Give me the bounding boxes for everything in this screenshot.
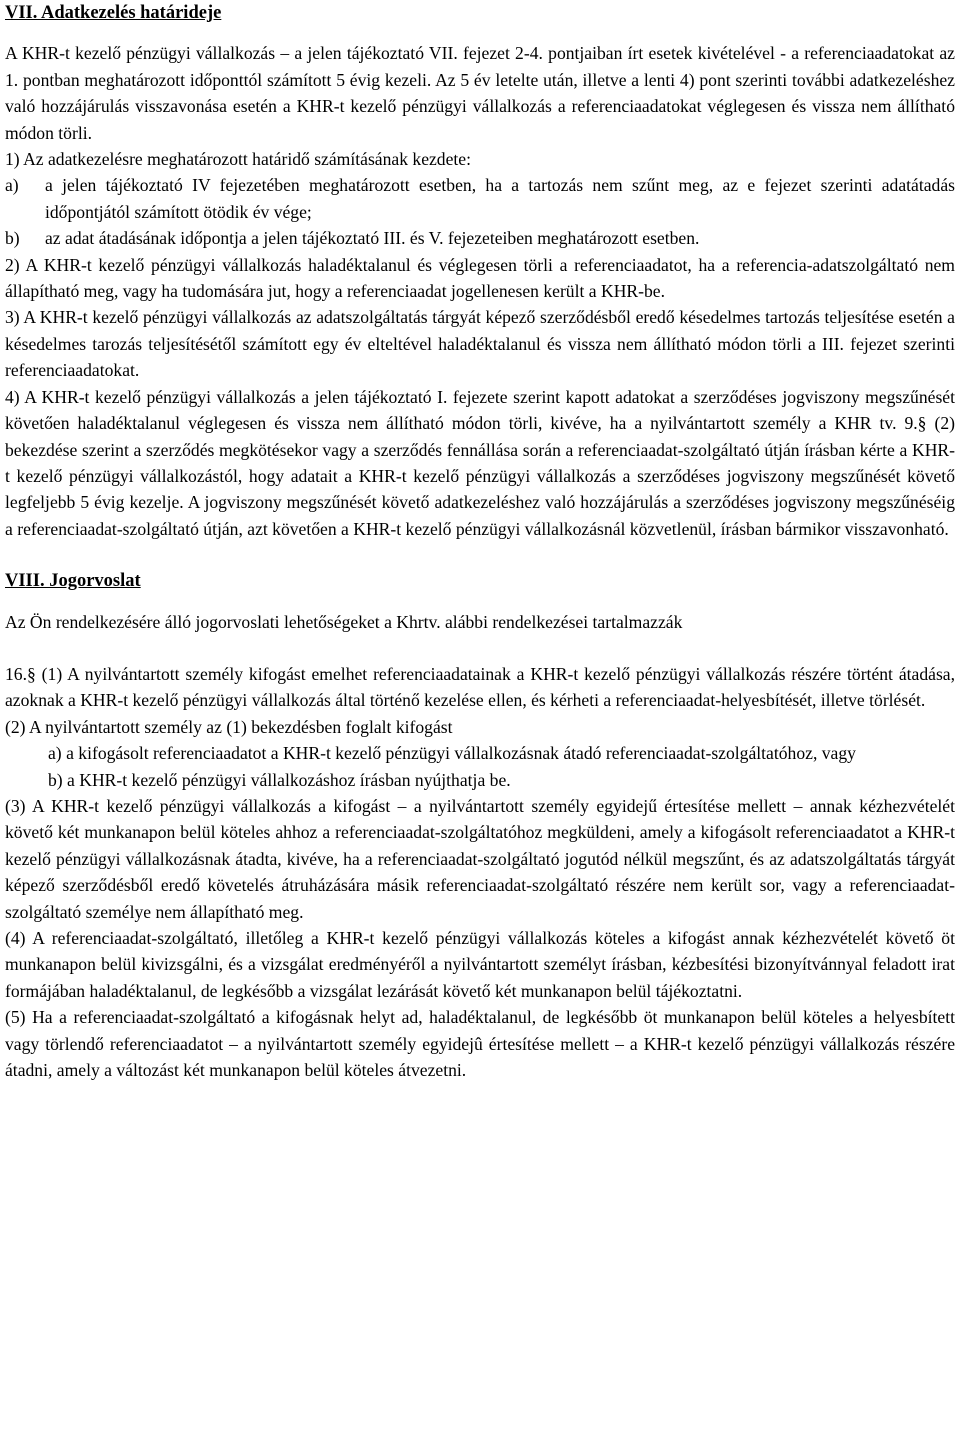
- list-item-text: az adat átadásának időpontja a jelen tájékoztató III. és V. fejezeteiben meghatározott esetben.: [45, 228, 700, 249]
- document-page: [5, 0, 955, 1083]
- section-16-paragraph-4: (4) A referenciaadat-szolgáltató, illetőleg a KHR-t kezelő pénzügyi vállalkozás köteles a kifogást annak kézhezvételét követő öt munkanapon belül kivizsgálni, és a vizsgálat eredményéről a nyilvántartott személyt írásban, kézbesítési bizonyítvánnyal feladott irat formájában haladéktalanul, de legkésőbb a vizsgálat lezárását követő két munkanapon belül tájékoztatni.: [5, 928, 955, 1001]
- section-8-intro: Az Ön rendelkezésére álló jogorvoslati lehetőségeket a Khrtv. alábbi rendelkezései tartalmazzák: [5, 611, 683, 632]
- section-7-point-4: 4) A KHR-t kezelő pénzügyi vállalkozás a jelen tájékoztató I. fejezete szerint kapott adatokat a szerződéses jogviszony megszűnését követően haladéktalanul véglegesen és vissza nem állítható módon törli, kivéve, ha a nyilvántartott személy a KHR tv. 9.§ (2) bekezdése szerint a szerződés megkötésekor vagy a szerződés fennállása során a referenciaadat-szolgáltató útján írásban kérte a KHR-t kezelő pénzügyi vállalkozástól, hogy adatait a KHR-t kezelő pénzügyi vállalkozás a szerződéses jogviszony megszűnését követő legfeljebb 5 évig kezelje. A jogviszony megszűnését követő adatkezeléshez való hozzájárulás a szerződéses jogviszony megszűnéséig a referenciaadat-szolgáltató útján, azt követően a KHR-t kezelő pénzügyi vállalkozásnál közvetlenül, írásban bármikor visszavonható.: [5, 386, 955, 539]
- section-16-paragraph-2-list: [5, 740, 955, 793]
- section-16-paragraph-1: 16.§ (1) A nyilvántartott személy kifogást emelhet referenciaadatainak a KHR-t kezelő pénzügyi vállalkozás részére történt átadása, azoknak a KHR-t kezelő pénzügyi vállalkozás által történő kezelése ellen, és kérheti a referenciaadat-helyesbítését, illetve törlését.: [5, 663, 955, 711]
- section-7-heading: VII. Adatkezelés határideje: [5, 3, 222, 23]
- spacer: [5, 26, 955, 40]
- list-marker: a): [5, 175, 19, 196]
- section-16-paragraph-2a: a) a kifogásolt referenciaadatot a KHR-t kezelő pénzügyi vállalkozásnak átadó referenciaadat-szolgáltatóhoz, vagy: [48, 743, 856, 764]
- section-7-intro: A KHR-t kezelő pénzügyi vállalkozás – a jelen tájékoztató VII. fejezet 2-4. pontjaiban írt esetek kivételével - a referenciaadatokat az 1. pontban meghatározott időponttól számított 5 évig kezeli. Az 5 év letelte után, illetve a lenti 4) pont szerinti további adatkezeléshez való hozzájárulás visszavonása esetén a KHR-t kezelő pénzügyi vállalkozás a referenciaadatokat véglegesen és vissza nem állítható módon törli.: [5, 43, 955, 143]
- section-16-paragraph-5: (5) Ha a referenciaadat-szolgáltató a kifogásnak helyt ad, haladéktalanul, de legkésőbb öt munkanapon belül köteles a helyesbített vagy törlendő referenciaadatot – a nyilvántartott személy egyidejû értesítése mellett – a KHR-t kezelő pénzügyi vállalkozás részére átadni, amely a változást két munkanapon belül köteles átvezetni.: [5, 1007, 955, 1081]
- section-8-heading: VIII. Jogorvoslat: [5, 571, 141, 592]
- section-7-point-1b: [5, 225, 955, 251]
- section-7-point-1a: [5, 172, 955, 225]
- list-marker: b): [5, 228, 20, 249]
- section-7-point-1: 1) Az adatkezelésre meghatározott határidő számításának kezdete:: [5, 149, 472, 170]
- section-16-paragraph-3: (3) A KHR-t kezelő pénzügyi vállalkozás a kifogást – a nyilvántartott személy egyidejű értesítése mellett – annak kézhezvételét követő két munkanapon belül köteles ahhoz a referenciaadat-szolgáltatóhoz megküldeni, amely a kifogásolt referenciaadatot a KHR-t kezelő pénzügyi vállalkozásnak átadta, kivéve, ha a referenciaadat-szolgáltató jogutód nélkül megszűnt, és az adatszolgáltatás tárgyát képező szerződésből eredő követelés átruházására másik referenciaadat-szolgáltató részére nem került sor, vagy a referenciaadat-szolgáltató személye nem állapítható meg.: [5, 795, 955, 922]
- section-7-point-2: 2) A KHR-t kezelő pénzügyi vállalkozás haladéktalanul és véglegesen törli a referenciaadatot, ha a referencia-adatszolgáltató nem állapítható meg, vagy ha tudomására jut, hogy a referenciaadat jogellenesen került a KHR-be.: [5, 254, 955, 302]
- spacer: [5, 542, 955, 568]
- spacer: [5, 635, 955, 661]
- section-7-point-3: 3) A KHR-t kezelő pénzügyi vállalkozás az adatszolgáltatás tárgyát képező szerződésből eredő késedelmes tartozás teljesítése esetén a késedelmes tarozás teljesítésétől számított egy év elteltével haladéktalanul és vissza nem állítható módon törli a III. fejezet szerinti referenciaadatokat.: [5, 307, 955, 381]
- section-16-paragraph-2: (2) A nyilvántartott személy az (1) bekezdésben foglalt kifogást: [5, 716, 453, 737]
- section-16-paragraph-2b: b) a KHR-t kezelő pénzügyi vállalkozáshoz írásban nyújthatja be.: [48, 769, 511, 790]
- list-item-text: a jelen tájékoztató IV fejezetében meghatározott esetben, ha a tartozás nem szűnt meg, az e fejezet szerinti adatátadás időpontjától számított ötödik év vége;: [45, 175, 955, 222]
- spacer: [5, 595, 955, 609]
